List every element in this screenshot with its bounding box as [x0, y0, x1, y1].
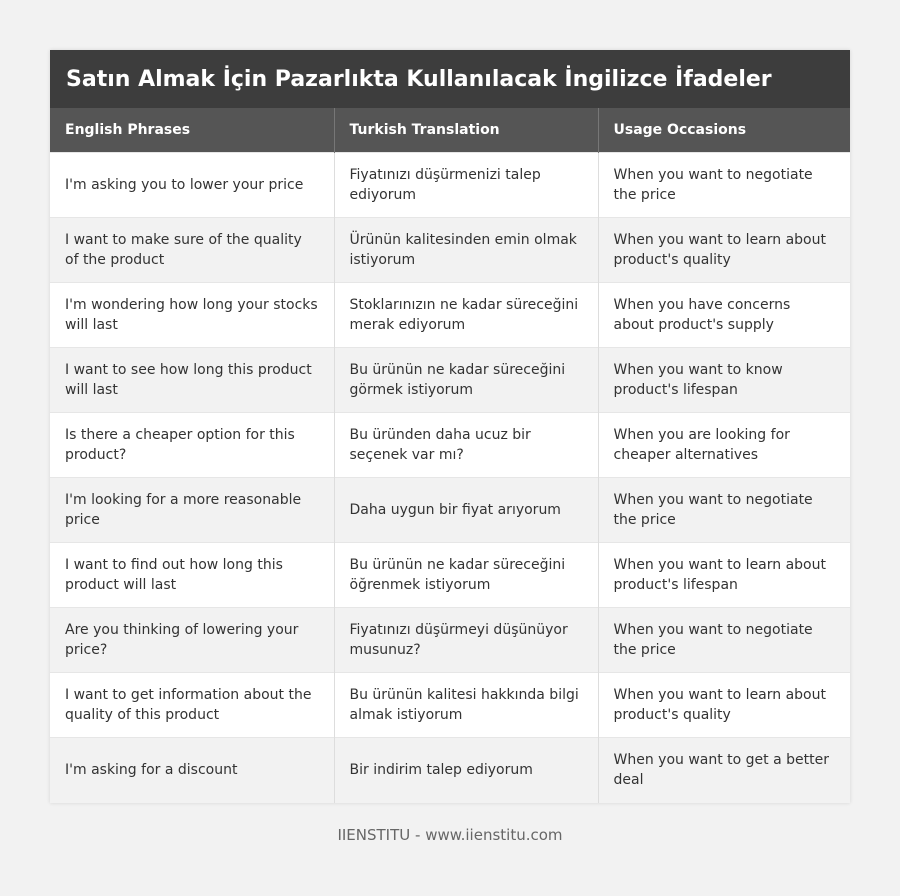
cell-english: I want to see how long this product will last — [50, 348, 334, 413]
cell-turkish: Fiyatınızı düşürmenizi talep ediyorum — [334, 153, 598, 218]
page-title: Satın Almak İçin Pazarlıkta Kullanılacak İngilizce İfadeler — [66, 66, 772, 92]
column-header-turkish: Turkish Translation — [334, 108, 598, 153]
cell-english: I want to make sure of the quality of the product — [50, 218, 334, 283]
table-row — [50, 543, 850, 608]
table-row — [50, 738, 850, 803]
cell-usage: When you have concerns about product's supply — [598, 283, 850, 348]
table-row — [50, 413, 850, 478]
table-row — [50, 478, 850, 543]
cell-turkish: Stoklarınızın ne kadar süreceğini merak ediyorum — [334, 283, 598, 348]
table-row — [50, 153, 850, 218]
cell-turkish: Bu ürünün kalitesi hakkında bilgi almak istiyorum — [334, 673, 598, 738]
cell-english: I'm looking for a more reasonable price — [50, 478, 334, 543]
cell-turkish: Daha uygun bir fiyat arıyorum — [334, 478, 598, 543]
cell-usage: When you want to know product's lifespan — [598, 348, 850, 413]
table-header-row — [50, 108, 850, 153]
cell-turkish: Bu üründen daha ucuz bir seçenek var mı? — [334, 413, 598, 478]
title-bar — [50, 50, 850, 108]
cell-turkish: Bu ürünün ne kadar süreceğini görmek istiyorum — [334, 348, 598, 413]
cell-turkish: Bir indirim talep ediyorum — [334, 738, 598, 803]
cell-english: Are you thinking of lowering your price? — [50, 608, 334, 673]
cell-usage: When you want to negotiate the price — [598, 608, 850, 673]
table-row — [50, 283, 850, 348]
cell-turkish: Bu ürünün ne kadar süreceğini öğrenmek istiyorum — [334, 543, 598, 608]
column-header-usage: Usage Occasions — [598, 108, 850, 153]
cell-english: I want to find out how long this product will last — [50, 543, 334, 608]
phrases-card — [50, 50, 850, 803]
table-row — [50, 673, 850, 738]
cell-turkish: Fiyatınızı düşürmeyi düşünüyor musunuz? — [334, 608, 598, 673]
cell-usage: When you want to learn about product's quality — [598, 218, 850, 283]
cell-usage: When you want to learn about product's lifespan — [598, 543, 850, 608]
cell-usage: When you want to negotiate the price — [598, 478, 850, 543]
phrases-table — [50, 108, 850, 803]
cell-usage: When you want to get a better deal — [598, 738, 850, 803]
cell-english: Is there a cheaper option for this product? — [50, 413, 334, 478]
table-row — [50, 608, 850, 673]
cell-english: I'm asking you to lower your price — [50, 153, 334, 218]
cell-english: I want to get information about the quality of this product — [50, 673, 334, 738]
cell-usage: When you want to learn about product's quality — [598, 673, 850, 738]
cell-usage: When you want to negotiate the price — [598, 153, 850, 218]
column-header-english: English Phrases — [50, 108, 334, 153]
cell-english: I'm asking for a discount — [50, 738, 334, 803]
cell-turkish: Ürünün kalitesinden emin olmak istiyorum — [334, 218, 598, 283]
cell-english: I'm wondering how long your stocks will last — [50, 283, 334, 348]
cell-usage: When you are looking for cheaper alternatives — [598, 413, 850, 478]
table-row — [50, 348, 850, 413]
footer-credit: IIENSTITU - www.iienstitu.com — [337, 826, 563, 844]
table-row — [50, 218, 850, 283]
